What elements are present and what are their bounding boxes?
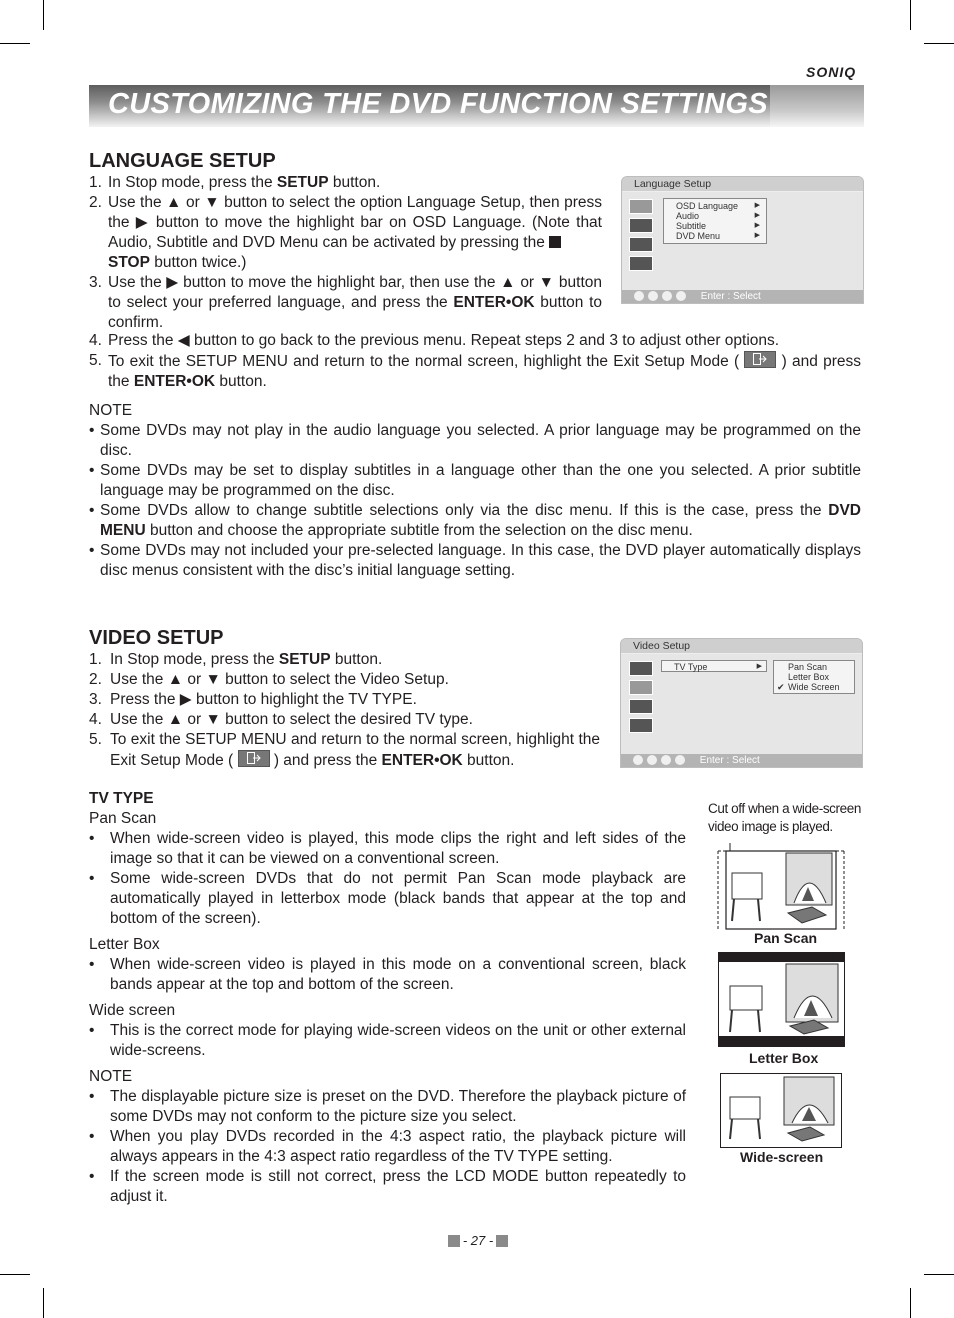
osd-menu-item: OSD Language bbox=[676, 201, 739, 211]
letter-box-figure bbox=[718, 952, 845, 1047]
exit-tab-icon bbox=[629, 718, 653, 733]
list-item: 4. Use the ▲ or ▼ button to select the desired TV type. bbox=[89, 711, 473, 728]
exit-tab-icon bbox=[629, 256, 653, 271]
osd-title: Language Setup bbox=[622, 177, 863, 192]
tv-type-section bbox=[89, 789, 686, 1207]
wide-screen-title: Wide screen bbox=[89, 1002, 176, 1019]
list-item: 1. In Stop mode, press the SETUP button. bbox=[89, 651, 383, 668]
check-icon: ✔ bbox=[777, 682, 785, 692]
exit-setup-icon bbox=[238, 750, 270, 767]
video-steps bbox=[89, 650, 600, 771]
crop-mark bbox=[43, 0, 44, 30]
language-steps-4-5 bbox=[89, 331, 861, 392]
exit-setup-icon bbox=[744, 351, 776, 368]
osd-menu bbox=[661, 660, 767, 672]
list-item: 5. To exit the SETUP MENU and return to the normal screen, highlight the Exit Setup Mode ( ) and press the ENTER•OK button. bbox=[89, 731, 600, 769]
crop-mark bbox=[910, 1288, 911, 1318]
wide-screen-figure bbox=[720, 1073, 842, 1148]
pan-scan-title: Pan Scan bbox=[89, 810, 157, 827]
note-title: NOTE bbox=[89, 1068, 133, 1085]
note-item: • Some DVDs may be set to display subtitles in a language other than the one you selected. A prior subtitle language may be programmed on the disc. bbox=[89, 462, 861, 499]
list-item: 5. To exit the SETUP MENU and return to the normal screen, highlight the Exit Setup Mode ( ) and press the ENTER•OK button. bbox=[89, 352, 862, 390]
settings-tab-icon bbox=[629, 237, 653, 252]
page-title: CUSTOMIZING THE DVD FUNCTION SETTINGS bbox=[108, 88, 768, 120]
note-item: • If the screen mode is still not correct, press the LCD MODE button repeatedly to adjust it. bbox=[89, 1168, 686, 1205]
list-item: • This is the correct mode for playing wide-screen videos on the unit or other external wide-screens. bbox=[89, 1022, 686, 1059]
note-item: • Some DVDs may not play in the audio language you selected. A prior language may be programmed on the disc. bbox=[89, 422, 861, 459]
video-tab-icon bbox=[629, 680, 653, 695]
page-number: - 27 - bbox=[460, 1233, 496, 1248]
crop-mark bbox=[43, 1288, 44, 1318]
crop-mark bbox=[924, 1274, 954, 1275]
note-item: • When you play DVDs recorded in the 4:3 aspect ratio, the playback picture will always appears in the 4:3 aspect ratio regardless of the TV TYPE setting. bbox=[89, 1128, 686, 1165]
osd-option-selected: ✔ Wide Screen bbox=[777, 682, 840, 692]
list-item: 4. Press the ◀ button to go back to the previous menu. Repeat steps 2 and 3 to adjust other options. bbox=[89, 332, 780, 349]
list-item: • When wide-screen video is played, this mode clips the right and left sides of the image so that it can be viewed on a conventional screen. bbox=[89, 830, 686, 867]
note-item: • Some DVDs may not included your pre-selected language. In this case, the DVD player automatically displays disc menus consistent with the disc’s initial language setting. bbox=[89, 542, 861, 579]
osd-menu-item: Subtitle bbox=[676, 221, 707, 231]
note-title: NOTE bbox=[89, 402, 133, 419]
osd-submenu bbox=[773, 660, 855, 694]
list-item: 3. Use the ▶ button to move the highlight bar, then use the ▲ or ▼ button to select your preferred language, and press the ENTER•OK button to confirm. bbox=[89, 274, 602, 331]
settings-tab-icon bbox=[629, 699, 653, 714]
osd-title: Video Setup bbox=[621, 639, 862, 654]
osd-menu bbox=[663, 198, 767, 244]
language-tab-icon bbox=[629, 661, 653, 676]
osd-option: Pan Scan bbox=[788, 662, 828, 672]
figure-caption: Pan Scan bbox=[754, 930, 818, 946]
note-item: • The displayable picture size is preset on the DVD. Therefore the playback picture of some DVDs may not conform to the picture size you select. bbox=[89, 1088, 686, 1125]
language-tab-icon bbox=[629, 199, 653, 214]
list-item: 2. Use the ▲ or ▼ button to select the Video Setup. bbox=[89, 671, 449, 688]
letter-box-title: Letter Box bbox=[89, 936, 160, 953]
crop-mark bbox=[924, 43, 954, 44]
video-setup-screen bbox=[620, 638, 863, 768]
arrow-right-icon: ▶ ▶ ▶ ▶ bbox=[754, 202, 760, 239]
crop-mark bbox=[910, 0, 911, 30]
osd-option: Letter Box bbox=[788, 672, 830, 682]
language-setup-heading: LANGUAGE SETUP bbox=[89, 150, 276, 172]
pan-scan-figure bbox=[716, 843, 846, 931]
figure-caption: Letter Box bbox=[749, 1050, 819, 1066]
list-item: 1. In Stop mode, press the SETUP button. bbox=[89, 174, 381, 191]
video-setup-heading: VIDEO SETUP bbox=[89, 627, 224, 649]
osd-menu-item: Audio bbox=[676, 211, 700, 221]
arrow-right-icon: ▶ bbox=[756, 663, 762, 670]
crop-mark bbox=[0, 1274, 30, 1275]
video-tab-icon bbox=[629, 218, 653, 233]
list-item: 2. Use the ▲ or ▼ button to select the option Language Setup, then press the ▶ button to move the highlight bar on OSD Language. (Note that Audio, Subtitle and DVD Menu can be activated by pressing the STOP button twice.) bbox=[89, 194, 602, 271]
language-notes bbox=[89, 401, 861, 581]
crop-mark bbox=[0, 43, 30, 44]
cutoff-note: Cut off when a wide-screen video image is played. bbox=[708, 801, 861, 834]
osd-menu-item: DVD Menu bbox=[676, 231, 721, 241]
stop-square-icon bbox=[549, 236, 561, 248]
language-setup-screen bbox=[621, 176, 864, 304]
note-item: • Some DVDs allow to change subtitle selections only via the disc menu. If this is the case, press the DVD MENU button and choose the appropriate subtitle from the selection on the disc menu. bbox=[89, 502, 861, 539]
tv-type-heading: TV TYPE bbox=[89, 790, 154, 807]
osd-menu-item: TV Type bbox=[674, 662, 708, 672]
list-item: • Some wide-screen DVDs that do not permit Pan Scan mode playback are automatically played in letterbox mode (black bands that appear at the top and bottom of the screen). bbox=[89, 870, 686, 927]
osd-footer: Enter : Select bbox=[622, 290, 863, 303]
title-banner-fade bbox=[770, 85, 864, 127]
list-item: • When wide-screen video is played in this mode on a conventional screen, black bands appear at the top and bottom of the screen. bbox=[89, 956, 686, 993]
language-steps-1-3 bbox=[89, 173, 602, 333]
osd-footer: Enter : Select bbox=[621, 754, 862, 767]
brand-logo: SONIQ bbox=[806, 64, 857, 80]
figure-caption: Wide-screen bbox=[740, 1149, 824, 1165]
page-number-bar bbox=[448, 1235, 508, 1247]
list-item: 3. Press the ▶ button to highlight the TV TYPE. bbox=[89, 691, 417, 708]
